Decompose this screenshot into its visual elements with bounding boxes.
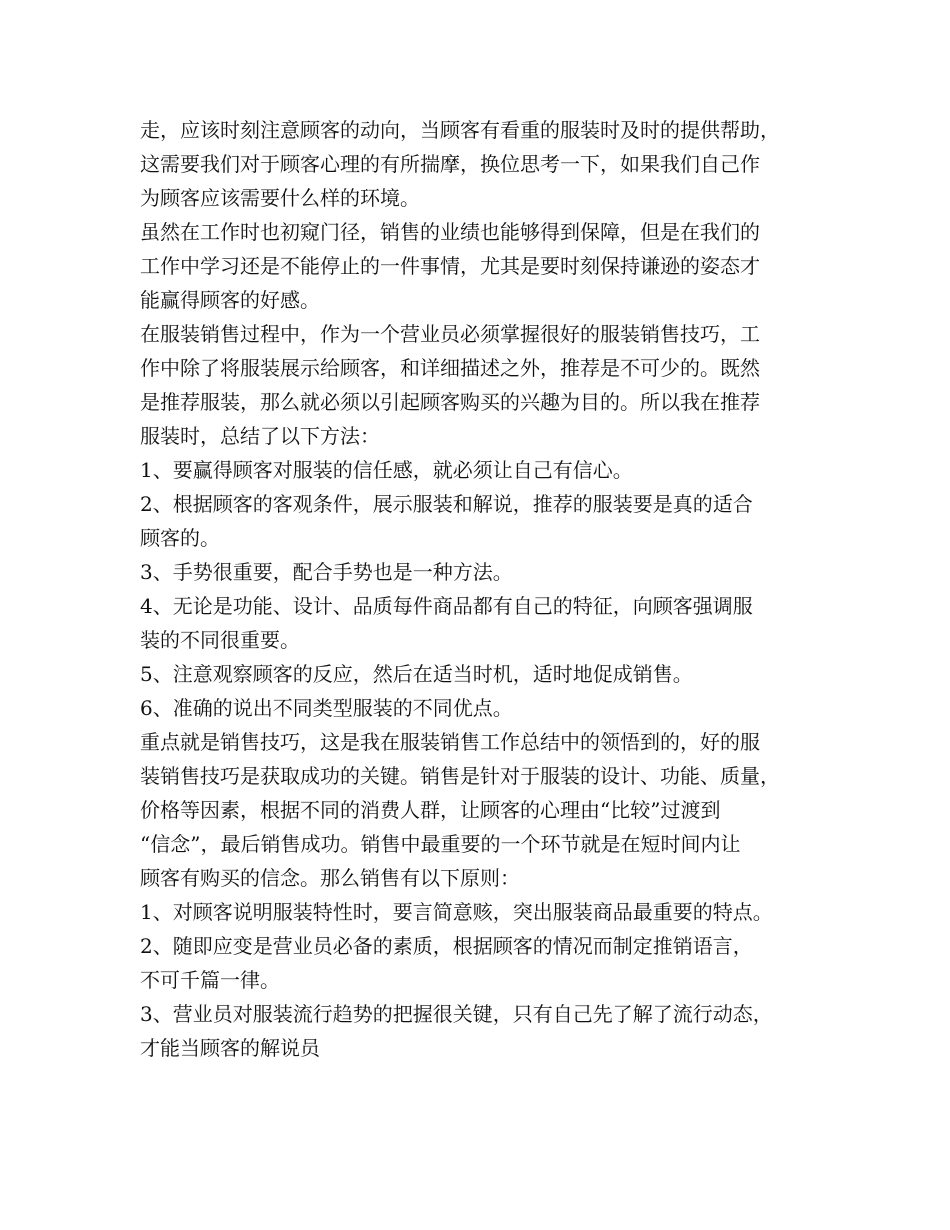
text-line: 这需要我们对于顾客心理的有所揣摩，换位思考一下，如果我们自己作 [140, 152, 760, 176]
text-line: 作中除了将服装展示给顾客，和详细描述之外，推荐是不可少的。既然 [140, 356, 760, 380]
list-item: 4、无论是功能、设计、品质每件商品都有自己的特征，向顾客强调服 [140, 594, 753, 618]
list-item: 3、手势很重要，配合手势也是一种方法。 [140, 560, 513, 584]
text-line: 能赢得顾客的好感。 [140, 288, 320, 312]
text-line: 走，应该时刻注意顾客的动向，当顾客有看重的服装时及时的提供帮助， [140, 118, 780, 142]
text-line: 是推荐服装，那么就必须以引起顾客购买的兴趣为目的。所以我在推荐 [140, 390, 760, 414]
text-line: 为顾客应该需要什么样的环境。 [140, 186, 420, 210]
list-item: 1、对顾客说明服装特性时，要言简意赅，突出服装商品最重要的特点。 [140, 900, 773, 924]
list-item: 2、随即应变是营业员必备的素质，根据顾客的情况而制定推销语言， [140, 934, 753, 958]
text-line: 价格等因素，根据不同的消费人群，让顾客的心理由“比较”过渡到 [140, 798, 721, 822]
list-item: 1、要赢得顾客对服装的信任感，就必须让自己有信心。 [140, 458, 633, 482]
list-item: 2、根据顾客的客观条件，展示服装和解说，推荐的服装要是真的适合 [140, 492, 753, 516]
text-line: 虽然在工作时也初窥门径，销售的业绩也能够得到保障，但是在我们的 [140, 220, 760, 244]
list-item: 5、注意观察顾客的反应，然后在适当时机，适时地促成销售。 [140, 662, 693, 686]
text-line: 重点就是销售技巧，这是我在服装销售工作总结中的领悟到的，好的服 [140, 730, 760, 754]
text-line: 工作中学习还是不能停止的一件事情，尤其是要时刻保持谦逊的姿态才 [140, 254, 760, 278]
list-item: 3、营业员对服装流行趋势的把握很关键，只有自己先了解了流行动态， [140, 1002, 773, 1026]
text-line: “信念”，最后销售成功。销售中最重要的一个环节就是在短时间内让 [140, 832, 741, 856]
text-line: 才能当顾客的解说员 [140, 1036, 320, 1060]
text-line: 服装时，总结了以下方法： [140, 424, 380, 448]
text-line: 顾客有购买的信念。那么销售有以下原则： [140, 866, 520, 890]
text-line: 装销售技巧是获取成功的关键。销售是针对于服装的设计、功能、质量， [140, 764, 780, 788]
text-line: 在服装销售过程中，作为一个营业员必须掌握很好的服装销售技巧，工 [140, 322, 760, 346]
document-body [140, 113, 840, 1065]
text-line: 不可千篇一律。 [140, 968, 280, 992]
text-line: 顾客的。 [140, 526, 220, 550]
list-item: 6、准确的说出不同类型服装的不同优点。 [140, 696, 513, 720]
text-line: 装的不同很重要。 [140, 628, 300, 652]
